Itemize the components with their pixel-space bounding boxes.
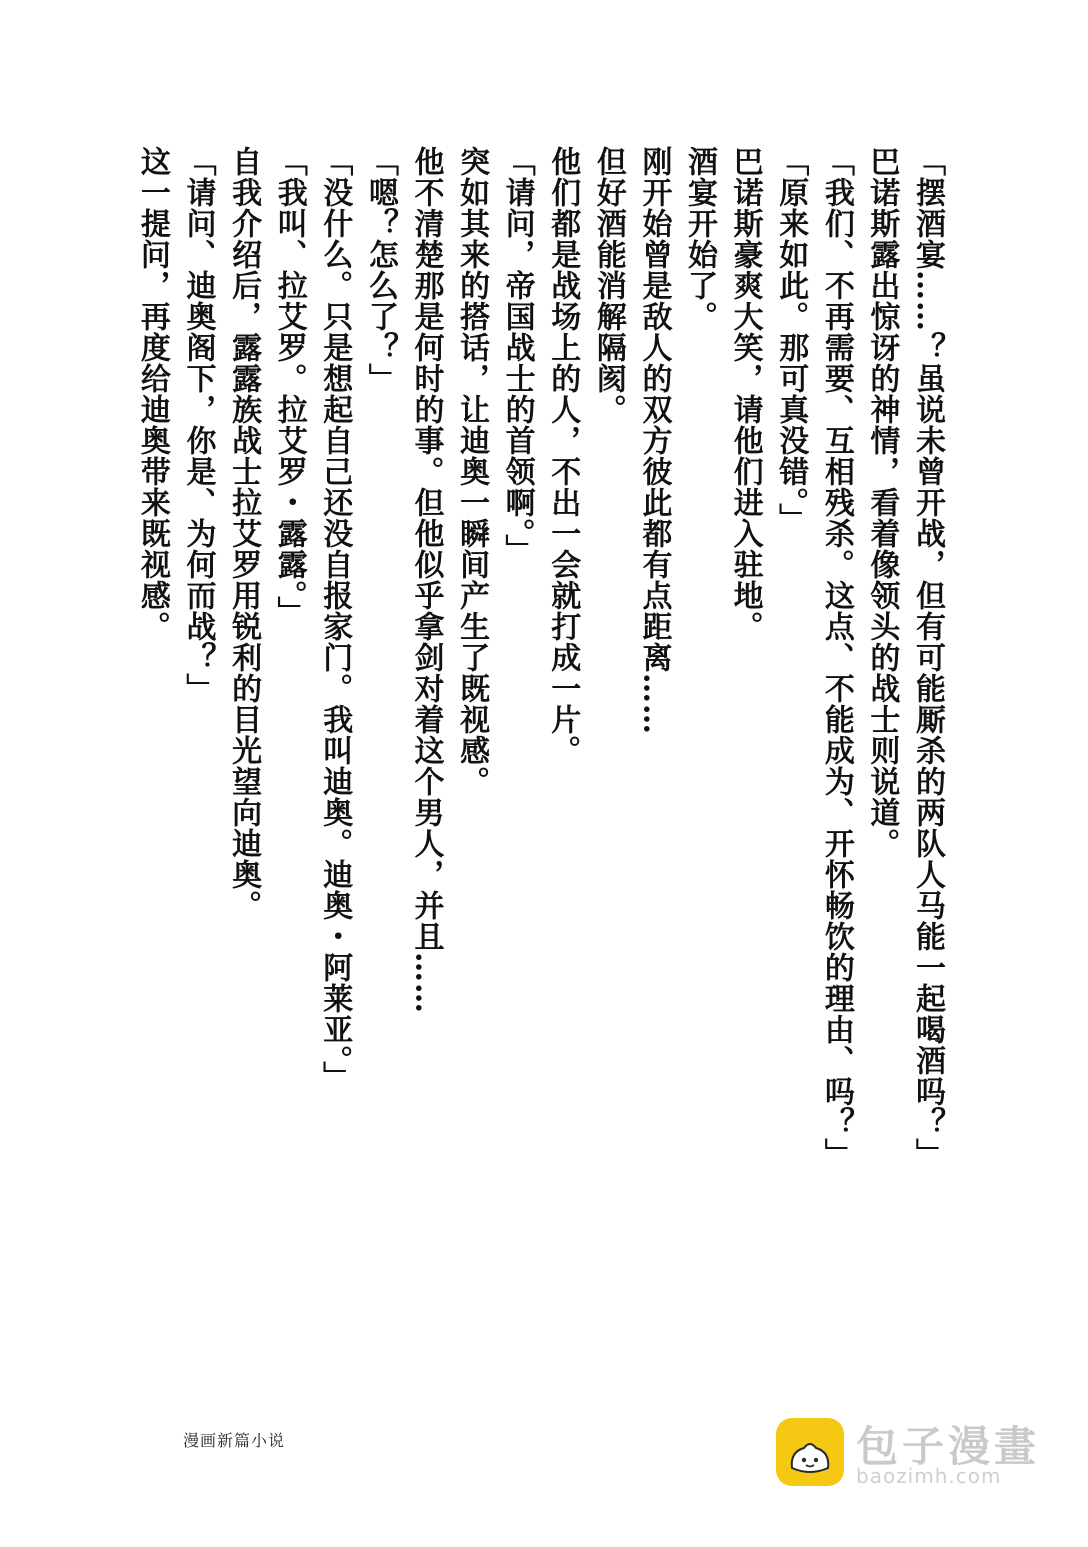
- text-line-16: 自我介绍后，露露族战士拉艾罗用锐利的目光望向迪奥。: [226, 146, 262, 921]
- text-line-4: 「原来如此。那可真没错。」: [773, 146, 809, 534]
- novel-text-block: [129, 146, 950, 1169]
- footer-caption: 漫画新篇小说: [183, 1431, 286, 1450]
- text-line-14: 「没什么。只是想起自己还没自报家门。我叫迪奥。迪奥・阿莱亚。」: [317, 146, 353, 1092]
- text-line-17: 「请问、迪奥阁下，你是、为何而战？」: [180, 146, 216, 704]
- text-line-1: 「摆酒宴……？虽说未曾开战，但有可能厮杀的两队人马能一起喝酒吗？」: [910, 146, 945, 1169]
- text-line-11: 突如其来的搭话，让迪奥一瞬间产生了既视感。: [454, 146, 490, 797]
- text-line-13: 「嗯？怎么了？」: [362, 146, 398, 394]
- text-line-18: 这一提问，再度给迪奥带来既视感。: [134, 146, 170, 642]
- watermark: [776, 1414, 1076, 1504]
- logo-box: [776, 1418, 844, 1486]
- text-line-12: 他不清楚那是何时的事。但他似乎拿剑对着这个男人，并且……: [408, 146, 444, 1014]
- text-line-8: 但好酒能消解隔阂。: [590, 146, 626, 425]
- text-line-7: 刚开始曾是敌人的双方彼此都有点距离……: [636, 146, 672, 735]
- text-line-3: 「我们、不再需要、互相残杀。这点、不能成为、开怀畅饮的理由、吗？」: [818, 146, 854, 1169]
- text-line-10: 「请问，帝国战士的首领啊。」: [499, 146, 535, 565]
- text-line-9: 他们都是战场上的人，不出一会就打成一片。: [545, 146, 581, 766]
- text-line-5: 巴诺斯豪爽大笑，请他们进入驻地。: [727, 146, 763, 642]
- bun-face-icon: [786, 1438, 834, 1478]
- text-line-6: 酒宴开始了。: [682, 146, 718, 332]
- text-line-15: 「我叫、拉艾罗。拉艾罗・露露。」: [271, 146, 307, 627]
- watermark-title: 包子漫畫: [856, 1422, 1041, 1471]
- text-line-2: 巴诺斯露出惊讶的神情，看着像领头的战士则说道。: [864, 146, 900, 859]
- watermark-url: baozimh.com: [856, 1464, 1002, 1488]
